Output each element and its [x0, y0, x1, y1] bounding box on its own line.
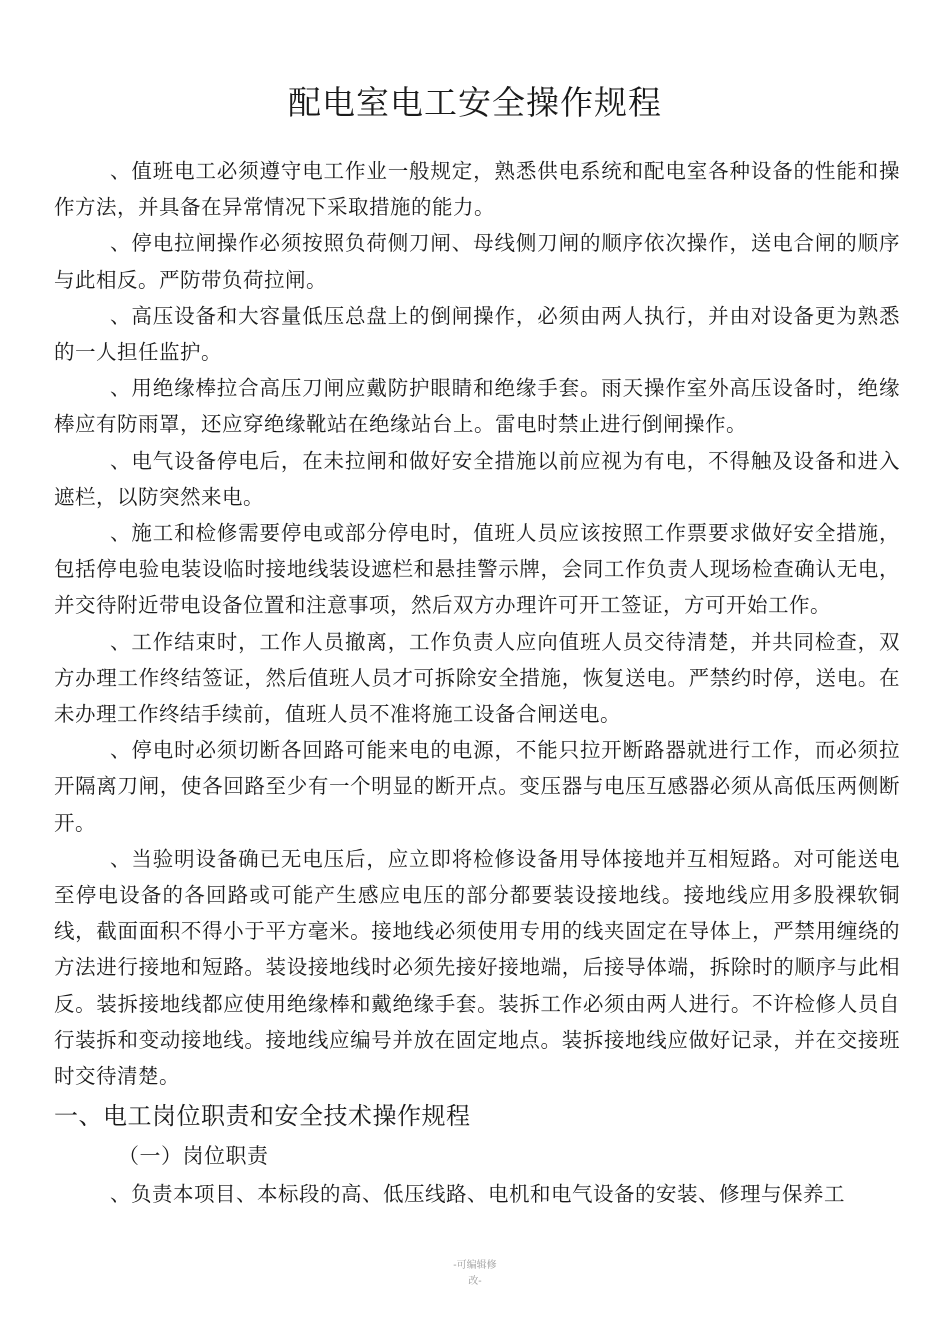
section-heading: 一、电工岗位职责和安全技术操作规程	[54, 1102, 471, 1131]
footer-line-2: 改-	[468, 1276, 482, 1287]
footer-line-1: -可编辑修	[453, 1260, 497, 1271]
page-title: 配电室电工安全操作规程	[288, 83, 662, 122]
paragraph-6: 、施工和检修需要停电或部分停电时，值班人员应该按照工作票要求做好安全措施，包括停电验电装设临时接地线装设遮栏和悬挂警示牌，会同工作负责人现场检查确认无电，并交待附近带电设备位置和注意事项，然后双方办理许可开工签证，方可开始工作。	[54, 521, 900, 618]
paragraph-5: 、电气设备停电后，在未拉闸和做好安全措施以前应视为有电，不得触及设备和进入遮栏，以防突然来电。	[54, 448, 900, 509]
page-footer	[0, 1258, 950, 1290]
paragraph-8: 、停电时必须切断各回路可能来电的电源，不能只拉开断路器就进行工作，而必须拉开隔离刀闸，使各回路至少有一个明显的断开点。变压器与电压互感器必须从高低压两侧断开。	[54, 738, 900, 835]
paragraph-10: 、负责本项目、本标段的高、低压线路、电机和电气设备的安装、修理与保养工	[110, 1182, 845, 1207]
paragraph-1: 、值班电工必须遵守电工作业一般规定，熟悉供电系统和配电室各种设备的性能和操作方法，并具备在异常情况下采取措施的能力。	[54, 159, 900, 220]
paragraph-4: 、用绝缘棒拉合高压刀闸应戴防护眼睛和绝缘手套。雨天操作室外高压设备时，绝缘棒应有防雨罩，还应穿绝缘靴站在绝缘站台上。雷电时禁止进行倒闸操作。	[54, 376, 900, 437]
document-body	[54, 153, 900, 1212]
subsection-heading: （一）岗位职责	[118, 1144, 269, 1169]
paragraph-9: 、当验明设备确已无电压后，应立即将检修设备用导体接地并互相短路。对可能送电至停电设备的各回路或可能产生感应电压的部分都要装设接地线。接地线应用多股裸软铜线，截面面积不得小于平方毫米。接地线必须使用专用的线夹固定在导体上，严禁用缠绕的方法进行接地和短路。装设接地线时必须先接好接地端，后接导体端，拆除时的顺序与此相反。装拆接地线都应使用绝缘棒和戴绝缘手套。装拆工作必须由两人进行。不许检修人员自行装拆和变动接地线。接地线应编号并放在固定地点。装拆接地线应做好记录，并在交接班时交待清楚。	[54, 846, 900, 1089]
paragraph-7: 、工作结束时，工作人员撤离，工作负责人应向值班人员交待清楚，并共同检查，双方办理工作终结签证，然后值班人员才可拆除安全措施，恢复送电。严禁约时停，送电。在未办理工作终结手续前，值班人员不准将施工设备合闸送电。	[54, 629, 900, 727]
paragraph-2: 、停电拉闸操作必须按照负荷侧刀闸、母线侧刀闸的顺序依次操作，送电合闸的顺序与此相反。严防带负荷拉闸。	[54, 231, 900, 292]
paragraph-3: 、高压设备和大容量低压总盘上的倒闸操作，必须由两人执行，并由对设备更为熟悉的一人担任监护。	[54, 303, 900, 365]
